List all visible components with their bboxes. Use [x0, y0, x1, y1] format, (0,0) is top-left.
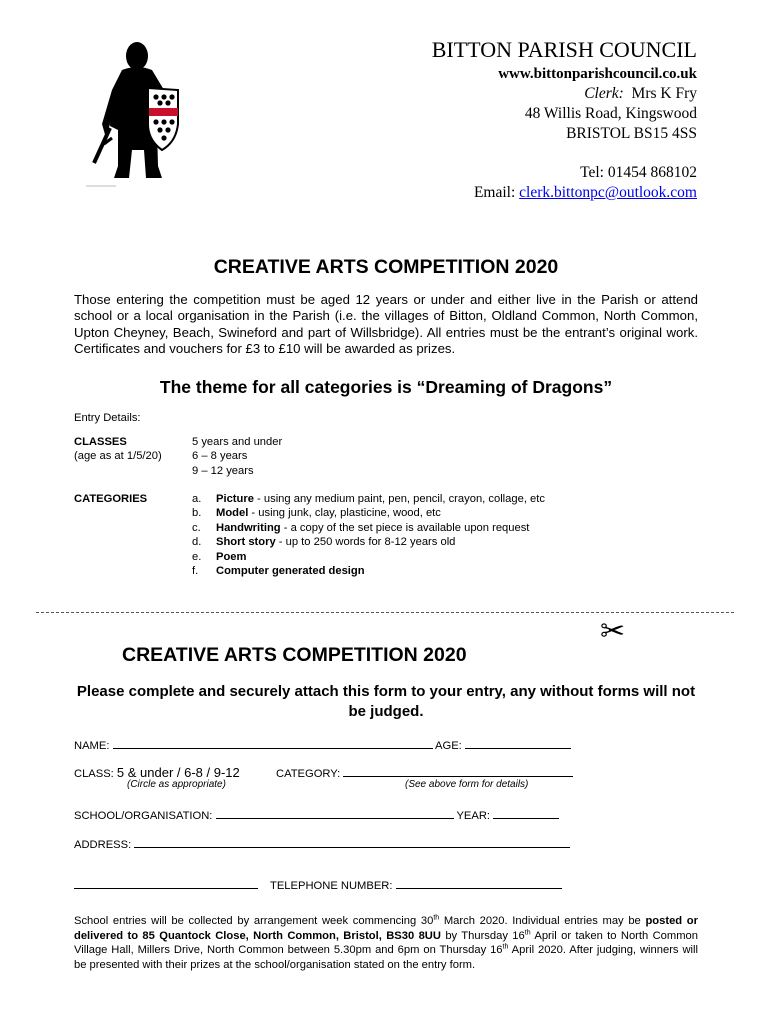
org-name: BITTON PARISH COUNCIL — [431, 37, 697, 62]
year-label: YEAR: — [456, 810, 491, 822]
telephone-field[interactable] — [396, 876, 562, 889]
school-field[interactable] — [216, 806, 454, 819]
address-row — [74, 835, 570, 851]
age-label: AGE: — [435, 740, 462, 752]
category-item: a. Picture - using any medium paint, pen, pencil, crayon, collage, etc — [192, 493, 545, 505]
cut-line-divider — [36, 612, 734, 613]
letterhead — [277, 36, 697, 203]
classes-sublabel: (age as at 1/5/20) — [74, 450, 162, 463]
school-label: SCHOOL/ORGANISATION: — [74, 810, 213, 822]
classes-label-block — [74, 435, 194, 464]
categories-list — [192, 492, 692, 578]
telephone: Tel: 01454 868102 — [580, 164, 697, 181]
footer-paragraph: School entries will be collected by arrangement week commencing 30th March 2020. Individual entries may be posted or delivered to 85 Quantock Close, North Common, Bristol, BS30 8UU by Thursday 16th April or taken to North Common Village Hall, Millers Drive, North Common between 5.30pm and 6pm on Thursday 16th April 2020. After judging, winners will be presented with their prizes at the school/organisation stated on the entry form. — [74, 914, 698, 971]
category-item: c. Handwriting - a copy of the set piece is available upon request — [192, 521, 530, 534]
class-label: CLASS: — [74, 768, 114, 780]
classes-label: CLASSES — [74, 436, 127, 448]
address-line-1: 48 Willis Road, Kingswood — [524, 105, 697, 122]
categories-label: CATEGORIES — [74, 493, 148, 505]
knight-logo-icon — [82, 38, 192, 188]
category-item: b. Model - using junk, clay, plasticine, wood, etc — [192, 507, 441, 520]
name-age-row — [74, 736, 571, 752]
entry-details-label: Entry Details: — [74, 412, 141, 424]
clerk-line — [277, 84, 697, 104]
class-category-row — [74, 764, 573, 780]
theme-heading: The theme for all categories is “Dreaming of Dragons” — [159, 377, 613, 397]
class-item: 5 years and under — [192, 436, 283, 448]
category-item: d. Short story - up to 250 words for 8-12 years old — [192, 536, 456, 549]
category-note: (See above form for details) — [405, 779, 529, 790]
form-instruction: Please complete and securely attach this form to your entry, any without forms will not be judged. — [76, 683, 696, 720]
email-link[interactable]: clerk.bittonpc@outlook.com — [519, 184, 697, 201]
website-link[interactable]: www.bittonparishcouncil.co.uk — [498, 66, 697, 82]
intro-paragraph: Those entering the competition must be aged 12 years or under and either live in the Parish or attend school or a local organisation in the Parish (i.e. the villages of Bitton, Oldland Common, North Common, Upton Cheyney, Beach, Swineford and part of Willsbridge). All entries must be the entrant’s original work. Certificates and vouchers for £3 to £10 will be awarded as prizes. — [74, 292, 698, 357]
address-field[interactable] — [134, 835, 570, 848]
email-line — [277, 183, 697, 203]
category-item: f. Computer generated design — [192, 565, 365, 578]
address-label: ADDRESS: — [74, 839, 132, 851]
address-field-line-2[interactable] — [74, 876, 258, 889]
classes-list — [192, 435, 282, 478]
class-note: (Circle as appropriate) — [127, 779, 226, 790]
category-item: e. Poem — [192, 550, 247, 563]
name-field[interactable] — [113, 736, 433, 749]
age-field[interactable] — [465, 736, 571, 749]
telephone-row — [74, 876, 562, 892]
year-field[interactable] — [493, 806, 559, 819]
telephone-label: TELEPHONE NUMBER: — [270, 880, 393, 892]
scissors-icon: ✂ — [600, 615, 626, 648]
school-year-row — [74, 806, 559, 822]
class-item: 6 – 8 years — [192, 450, 248, 463]
class-options[interactable]: 5 & under / 6-8 / 9-12 — [116, 765, 240, 780]
category-field[interactable] — [343, 764, 573, 777]
name-label: NAME: — [74, 740, 110, 752]
category-label: CATEGORY: — [275, 768, 341, 780]
form-title: CREATIVE ARTS COMPETITION 2020 — [122, 644, 467, 666]
clerk-name: Mrs K Fry — [631, 85, 697, 102]
clerk-label: Clerk: — [584, 85, 624, 102]
email-label: Email: — [473, 184, 516, 201]
address-line-2: BRISTOL BS15 4SS — [566, 125, 697, 142]
competition-title: CREATIVE ARTS COMPETITION 2020 — [213, 256, 559, 278]
class-item: 9 – 12 years — [192, 464, 254, 477]
